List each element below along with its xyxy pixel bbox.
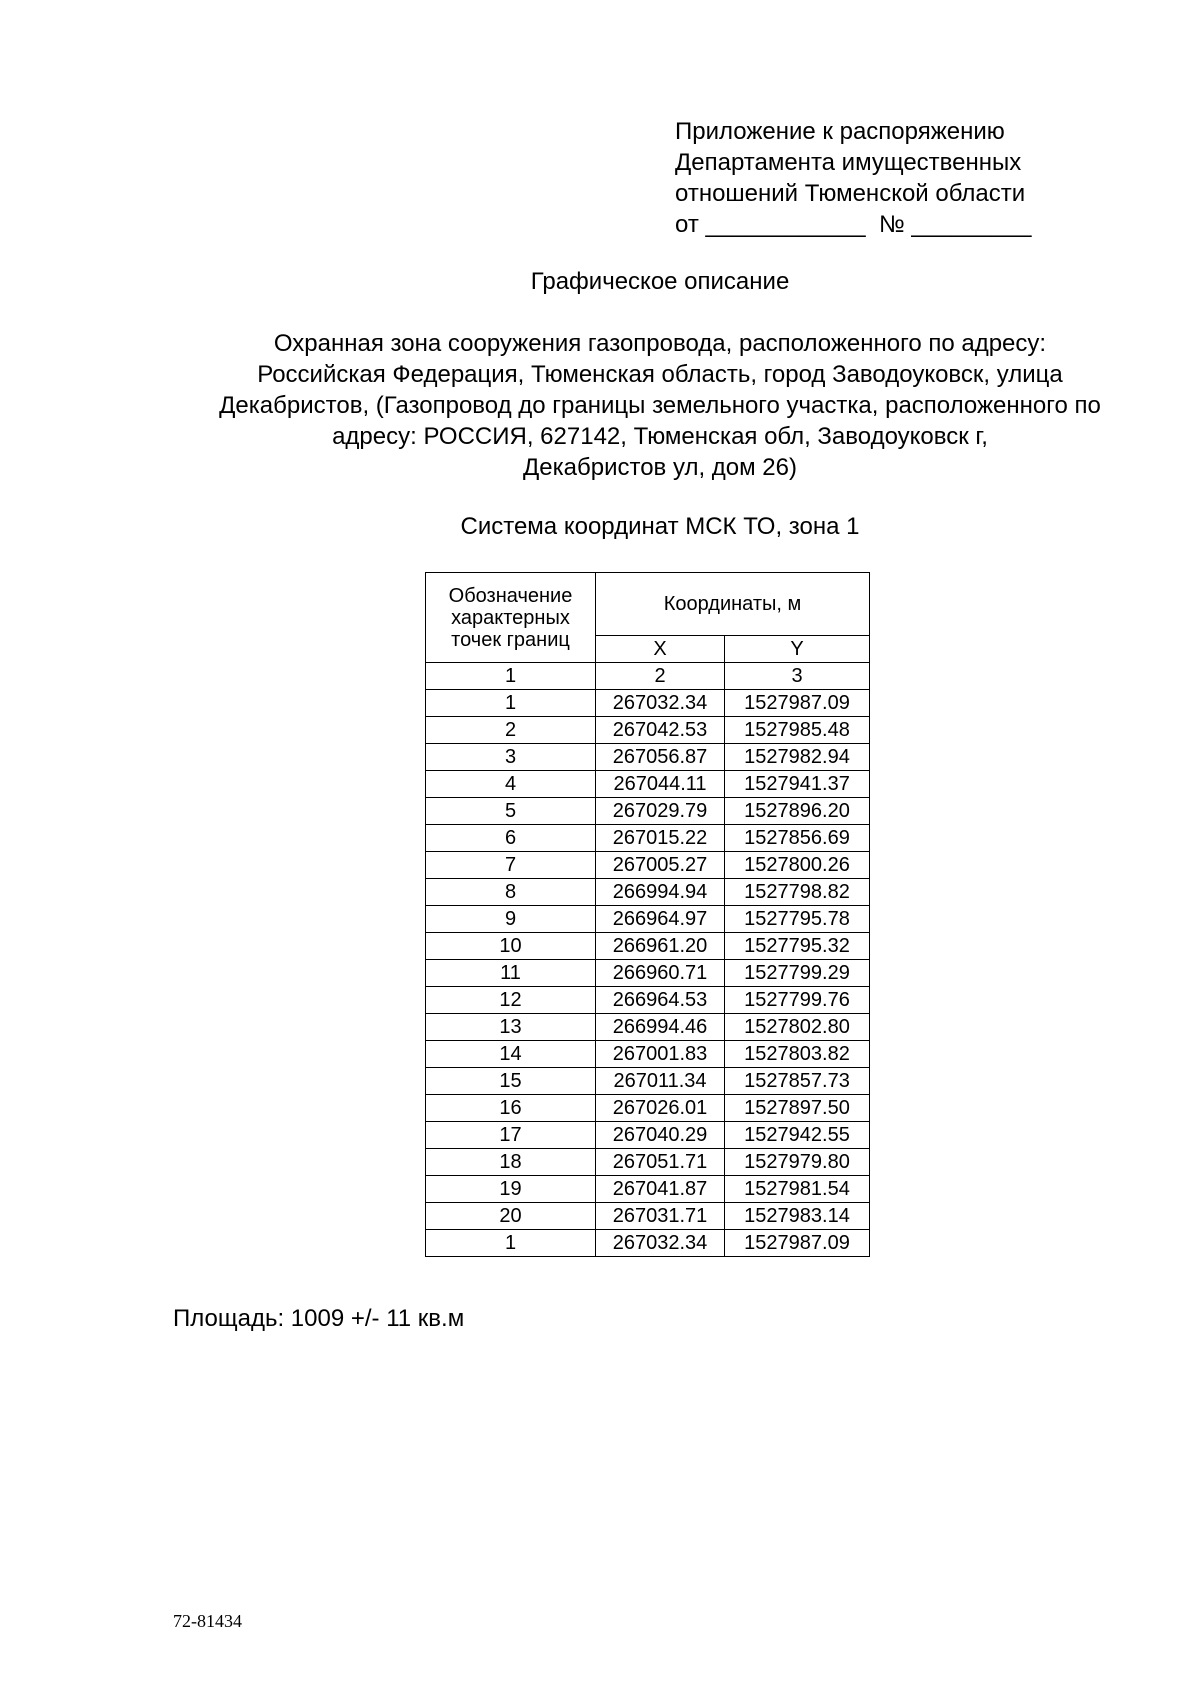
table-row: [426, 798, 870, 825]
description-line: Охранная зона сооружения газопровода, расположенного по адресу:: [273, 330, 1047, 357]
point-number-cell: 2: [426, 717, 596, 744]
x-coordinate-cell: 266964.53: [596, 987, 725, 1014]
point-number-cell: 11: [426, 960, 596, 987]
x-coordinate-cell: 267005.27: [596, 852, 725, 879]
x-coordinate-cell: 267001.83: [596, 1041, 725, 1068]
table-row: [426, 852, 870, 879]
document-number: 72-81434: [173, 1611, 242, 1631]
point-number-cell: 8: [426, 879, 596, 906]
y-coordinate-cell: 1527942.55: [725, 1122, 870, 1149]
table-header-row: [426, 573, 870, 636]
point-number-cell: 18: [426, 1149, 596, 1176]
attachment-line: отношений Тюменской области: [675, 180, 1026, 207]
x-coordinate-cell: 266960.71: [596, 960, 725, 987]
y-coordinate-cell: 1527982.94: [725, 744, 870, 771]
point-number-cell: 1: [426, 690, 596, 717]
x-coordinate-cell: 267015.22: [596, 825, 725, 852]
header-x: X: [596, 636, 725, 663]
y-coordinate-cell: 1527856.69: [725, 825, 870, 852]
x-coordinate-cell: 267032.34: [596, 690, 725, 717]
point-number-cell: 3: [426, 744, 596, 771]
table-row: [426, 717, 870, 744]
y-coordinate-cell: 1527857.73: [725, 1068, 870, 1095]
point-number-cell: 6: [426, 825, 596, 852]
x-coordinate-cell: 267026.01: [596, 1095, 725, 1122]
y-coordinate-cell: 1527941.37: [725, 771, 870, 798]
table-row: [426, 1068, 870, 1095]
point-number-cell: 16: [426, 1095, 596, 1122]
x-coordinate-cell: 267051.71: [596, 1149, 725, 1176]
description-line: Российская Федерация, Тюменская область, город Заводоуковск, улица: [257, 361, 1063, 388]
x-coordinate-cell: 267044.11: [596, 771, 725, 798]
table-row: [426, 1095, 870, 1122]
table-row: [426, 1014, 870, 1041]
y-coordinate-cell: 1527798.82: [725, 879, 870, 906]
y-coordinate-cell: 1527800.26: [725, 852, 870, 879]
point-number-cell: 15: [426, 1068, 596, 1095]
x-coordinate-cell: 267032.34: [596, 1230, 725, 1257]
table-row: [426, 771, 870, 798]
table-row: [426, 879, 870, 906]
y-coordinate-cell: 1527987.09: [725, 1230, 870, 1257]
y-coordinate-cell: 1527802.80: [725, 1014, 870, 1041]
table-row: [426, 1149, 870, 1176]
y-coordinate-cell: 1527799.29: [725, 960, 870, 987]
x-coordinate-cell: 267029.79: [596, 798, 725, 825]
y-coordinate-cell: 1527897.50: [725, 1095, 870, 1122]
x-coordinate-cell: 267042.53: [596, 717, 725, 744]
table-row: [426, 987, 870, 1014]
table-row: [426, 1122, 870, 1149]
description-line: Декабристов, (Газопровод до границы земельного участка, расположенного по: [219, 392, 1101, 419]
point-number-cell: 1: [426, 1230, 596, 1257]
x-coordinate-cell: 267031.71: [596, 1203, 725, 1230]
point-number-cell: 5: [426, 798, 596, 825]
coordinate-system-label: Система координат МСК ТО, зона 1: [460, 513, 860, 540]
point-number-cell: 14: [426, 1041, 596, 1068]
x-coordinate-cell: 267056.87: [596, 744, 725, 771]
y-coordinate-cell: 1527896.20: [725, 798, 870, 825]
table-row: [426, 906, 870, 933]
point-number-cell: 7: [426, 852, 596, 879]
point-number-cell: 17: [426, 1122, 596, 1149]
attachment-line: Приложение к распоряжению: [675, 118, 1005, 145]
header-coordinates: Координаты, м: [596, 573, 870, 636]
table-row: [426, 690, 870, 717]
x-coordinate-cell: 267040.29: [596, 1122, 725, 1149]
y-coordinate-cell: 1527985.48: [725, 717, 870, 744]
attachment-date-number-line: от ____________ № _________: [675, 211, 1032, 238]
y-coordinate-cell: 1527795.78: [725, 906, 870, 933]
header-y: Y: [725, 636, 870, 663]
point-number-cell: 10: [426, 933, 596, 960]
point-number-cell: 12: [426, 987, 596, 1014]
point-number-cell: 4: [426, 771, 596, 798]
x-coordinate-cell: 266961.20: [596, 933, 725, 960]
x-coordinate-cell: 266994.46: [596, 1014, 725, 1041]
attachment-line: Департамента имущественных: [675, 149, 1022, 176]
y-coordinate-cell: 1527979.80: [725, 1149, 870, 1176]
table-row: [426, 825, 870, 852]
point-number-cell: 13: [426, 1014, 596, 1041]
description-line: адресу: РОССИЯ, 627142, Тюменская обл, Заводоуковск г,: [332, 423, 988, 450]
y-coordinate-cell: 1527799.76: [725, 987, 870, 1014]
y-coordinate-cell: 1527795.32: [725, 933, 870, 960]
table-column-number-row: [426, 663, 870, 690]
point-number-cell: 9: [426, 906, 596, 933]
x-coordinate-cell: 266964.97: [596, 906, 725, 933]
header-points: Обозначение характерных точек границ: [426, 573, 596, 663]
point-number-cell: 19: [426, 1176, 596, 1203]
table-row: [426, 933, 870, 960]
attachment-block: [675, 116, 1032, 240]
table-row: [426, 1176, 870, 1203]
coordinates-table: [425, 572, 870, 1257]
y-coordinate-cell: 1527981.54: [725, 1176, 870, 1203]
table-row: [426, 744, 870, 771]
table-row: [426, 1203, 870, 1230]
document-title: Графическое описание: [530, 268, 790, 295]
x-coordinate-cell: 267011.34: [596, 1068, 725, 1095]
point-number-cell: 20: [426, 1203, 596, 1230]
column-number: 3: [725, 663, 870, 690]
description-line: Декабристов ул, дом 26): [523, 454, 797, 481]
y-coordinate-cell: 1527983.14: [725, 1203, 870, 1230]
zone-description: [0, 328, 1200, 483]
x-coordinate-cell: 267041.87: [596, 1176, 725, 1203]
table-row: [426, 960, 870, 987]
table-row: [426, 1230, 870, 1257]
y-coordinate-cell: 1527803.82: [725, 1041, 870, 1068]
x-coordinate-cell: 266994.94: [596, 879, 725, 906]
table-row: [426, 1041, 870, 1068]
column-number: 1: [426, 663, 596, 690]
y-coordinate-cell: 1527987.09: [725, 690, 870, 717]
area-label: Площадь: 1009 +/- 11 кв.м: [173, 1305, 465, 1332]
column-number: 2: [596, 663, 725, 690]
